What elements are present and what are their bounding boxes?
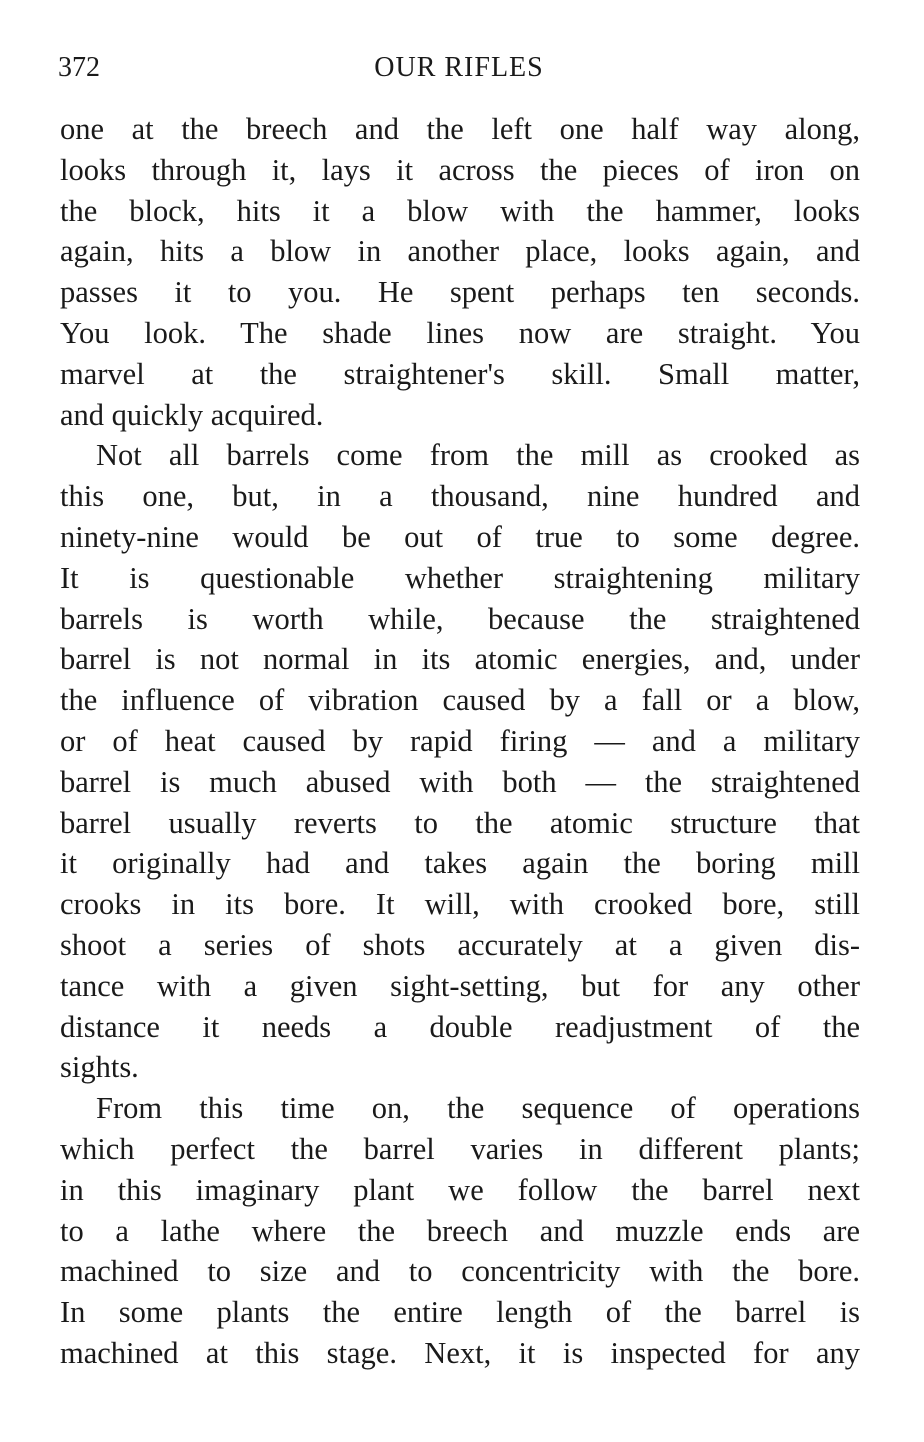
text-line: Not all barrels come from the mill as crooked as (96, 438, 860, 473)
text-line: and quickly acquired. (60, 397, 324, 432)
text-line: or of heat caused by rapid firing — and a military (60, 723, 860, 758)
text-line: one at the breech and the left one half way along, (60, 112, 860, 146)
text-line: again, hits a blow in another place, looks again, and (60, 234, 860, 269)
text-line: barrel is much abused with both — the straightened (60, 764, 860, 799)
page-header (58, 48, 860, 88)
text-line: which perfect the barrel varies in different plants; (60, 1131, 860, 1166)
text-line: to a lathe where the breech and muzzle ends are (60, 1213, 860, 1248)
text-line: barrels is worth while, because the straightened (60, 601, 860, 636)
text-line: In some plants the entire length of the barrel is (60, 1295, 860, 1330)
text-line: You look. The shade lines now are straight. You (60, 315, 860, 350)
text-line: the block, hits it a blow with the hammer, looks (60, 193, 860, 228)
text-line: From this time on, the sequence of operations (96, 1091, 860, 1126)
text-line: the influence of vibration caused by a fall or a blow, (60, 683, 860, 718)
text-line: this one, but, in a thousand, nine hundred and (60, 479, 860, 514)
text-line: It is questionable whether straightening military (60, 560, 860, 595)
text-line: barrel usually reverts to the atomic structure that (60, 805, 860, 840)
text-line: barrel is not normal in its atomic energies, and, under (60, 642, 860, 677)
text-line: tance with a given sight-setting, but for any other (60, 968, 860, 1003)
text-line: crooks in its bore. It will, with crooked bore, still (60, 887, 860, 922)
text-line: looks through it, lays it across the pieces of iron on (60, 152, 860, 187)
text-line: machined at this stage. Next, it is inspected for any (60, 1335, 860, 1370)
text-line: passes it to you. He spent perhaps ten seconds. (60, 275, 860, 310)
paragraph-barrel-machining (60, 1088, 860, 1374)
text-line: ninety-nine would be out of true to some degree. (60, 519, 860, 554)
text-line: it originally had and takes again the boring mill (60, 846, 860, 881)
text-line: sights. (60, 1050, 139, 1085)
text-line: marvel at the straightener's skill. Small matter, (60, 356, 860, 391)
text-line: machined to size and to concentricity with the bore. (60, 1254, 860, 1289)
text-line: shoot a series of shots accurately at a given dis- (60, 927, 860, 962)
paragraph-barrel-straightening (60, 435, 860, 1088)
running-title: OUR RIFLES (374, 52, 544, 83)
paragraph-continuation (60, 109, 860, 435)
text-line: in this imaginary plant we follow the barrel next (60, 1172, 860, 1207)
text-line: distance it needs a double readjustment of the (60, 1009, 860, 1044)
page-number: 372 (58, 52, 100, 83)
body-text (60, 109, 860, 1374)
